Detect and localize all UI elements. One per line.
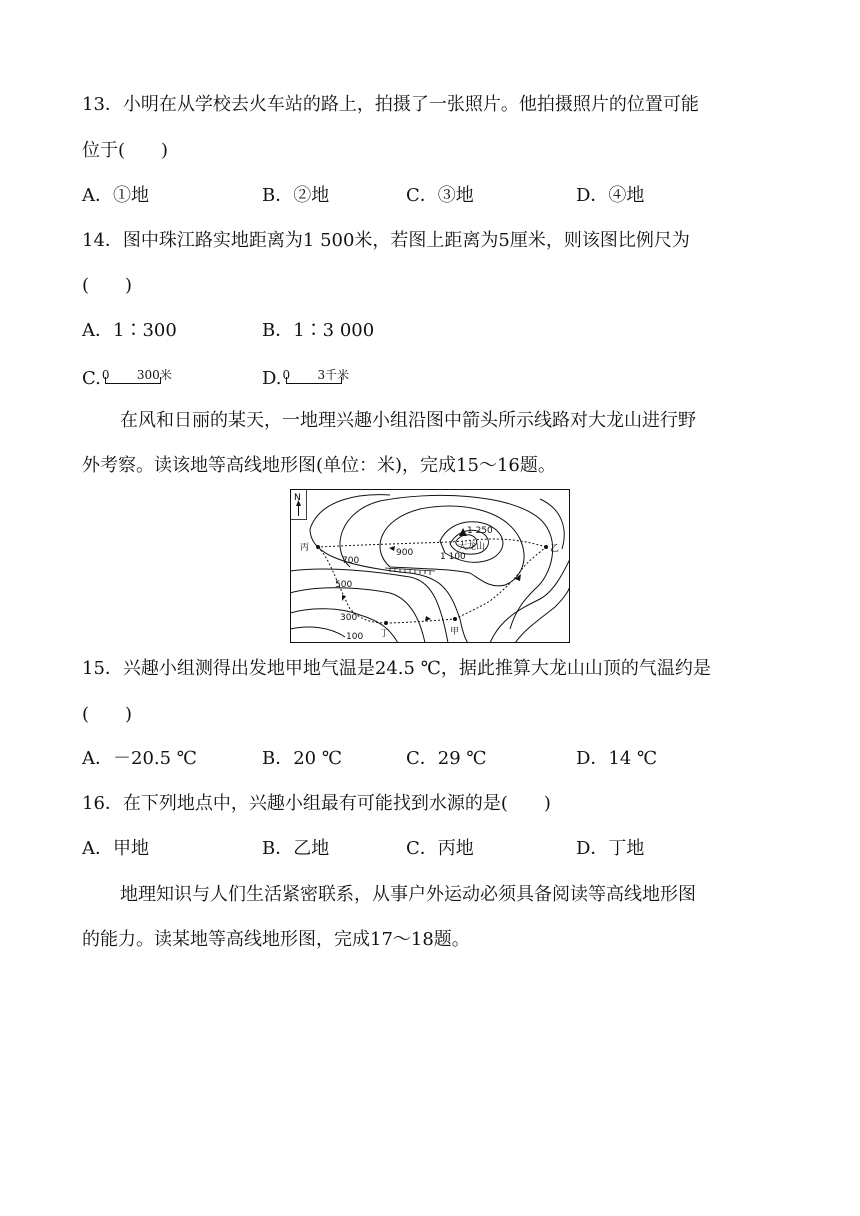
contour-label-700: 700: [342, 556, 360, 566]
q15-option-b[interactable]: B．20 ℃: [262, 748, 342, 769]
q16-stem: 16．在下列地点中，兴趣小组最有可能找到水源的是( ): [82, 793, 551, 814]
q15-option-c[interactable]: C．29 ℃: [406, 748, 487, 769]
q14-option-b[interactable]: B．1∶3 000: [262, 320, 375, 341]
peak-name-label: 大龙山: [458, 542, 486, 552]
north-label: N: [294, 493, 301, 503]
intro-17-18: 地理知识与人们生活紧密联系，从事户外运动必须具备阅读等高线地形图: [120, 884, 696, 905]
contour-label-100: 100: [346, 632, 364, 642]
q15-option-d[interactable]: D．14 ℃: [576, 748, 658, 769]
q16-option-b[interactable]: B．乙地: [262, 838, 330, 859]
place-ding: 丁: [380, 629, 390, 639]
q13-option-d[interactable]: D．④地: [576, 185, 645, 206]
q13-option-a[interactable]: A．①地: [82, 185, 149, 206]
q14-stem: 14．图中珠江路实地距离为1 500米，若图上距离为5厘米，则该图比例尺为: [82, 230, 690, 251]
q14-option-c[interactable]: [82, 366, 172, 392]
contour-label-300: 300: [340, 613, 358, 623]
q13-stem-cont: 位于( ): [82, 140, 169, 161]
q14-option-a[interactable]: A．1∶300: [82, 320, 177, 341]
place-bing: 丙: [300, 543, 310, 553]
scale-zero-d: 0: [282, 368, 291, 382]
contour-label-500: 500: [335, 580, 353, 590]
q15-stem: 15．兴趣小组测得出发地甲地气温是24.5 ℃，据此推算大龙山山顶的气温约是: [82, 658, 711, 679]
scale-value-c: 300米: [136, 368, 172, 382]
place-jia: 甲: [450, 627, 460, 637]
contour-map: [290, 489, 570, 643]
scale-value-d: 3千米: [317, 368, 350, 382]
q14-stem-cont: ( ): [82, 275, 133, 296]
peak-elevation-label: 1 250: [467, 526, 493, 536]
scale-bar-d: [282, 368, 350, 386]
q13-option-c[interactable]: C．③地: [406, 185, 474, 206]
intro-15-16-cont: 外考察。读该地等高线地形图(单位：米)，完成15～16题。: [82, 455, 556, 476]
intro-15-16: 在风和日丽的某天，一地理兴趣小组沿图中箭头所示线路对大龙山进行野: [120, 410, 696, 431]
q15-option-a[interactable]: A．－20.5 ℃: [82, 748, 197, 769]
q16-option-d[interactable]: D．丁地: [576, 838, 645, 859]
q15-stem-cont: ( ): [82, 704, 133, 725]
contour-label-900: 900: [396, 548, 414, 558]
q16-option-c[interactable]: C．丙地: [406, 838, 474, 859]
q14-option-d[interactable]: [262, 366, 350, 392]
place-yi: 乙: [550, 544, 560, 554]
scale-zero-c: 0: [101, 368, 110, 382]
q13-stem: 13．小明在从学校去火车站的路上，拍摄了一张照片。他拍摄照片的位置可能: [82, 94, 699, 115]
option-c-prefix: C.: [82, 368, 101, 389]
q13-option-b[interactable]: B．②地: [262, 185, 330, 206]
intro-17-18-cont: 的能力。读某地等高线地形图，完成17～18题。: [82, 929, 470, 950]
contour-label-1100: 1 100: [440, 552, 466, 562]
q16-option-a[interactable]: A．甲地: [82, 838, 149, 859]
scale-bar-c: [101, 368, 172, 386]
option-d-prefix: D.: [262, 368, 282, 389]
